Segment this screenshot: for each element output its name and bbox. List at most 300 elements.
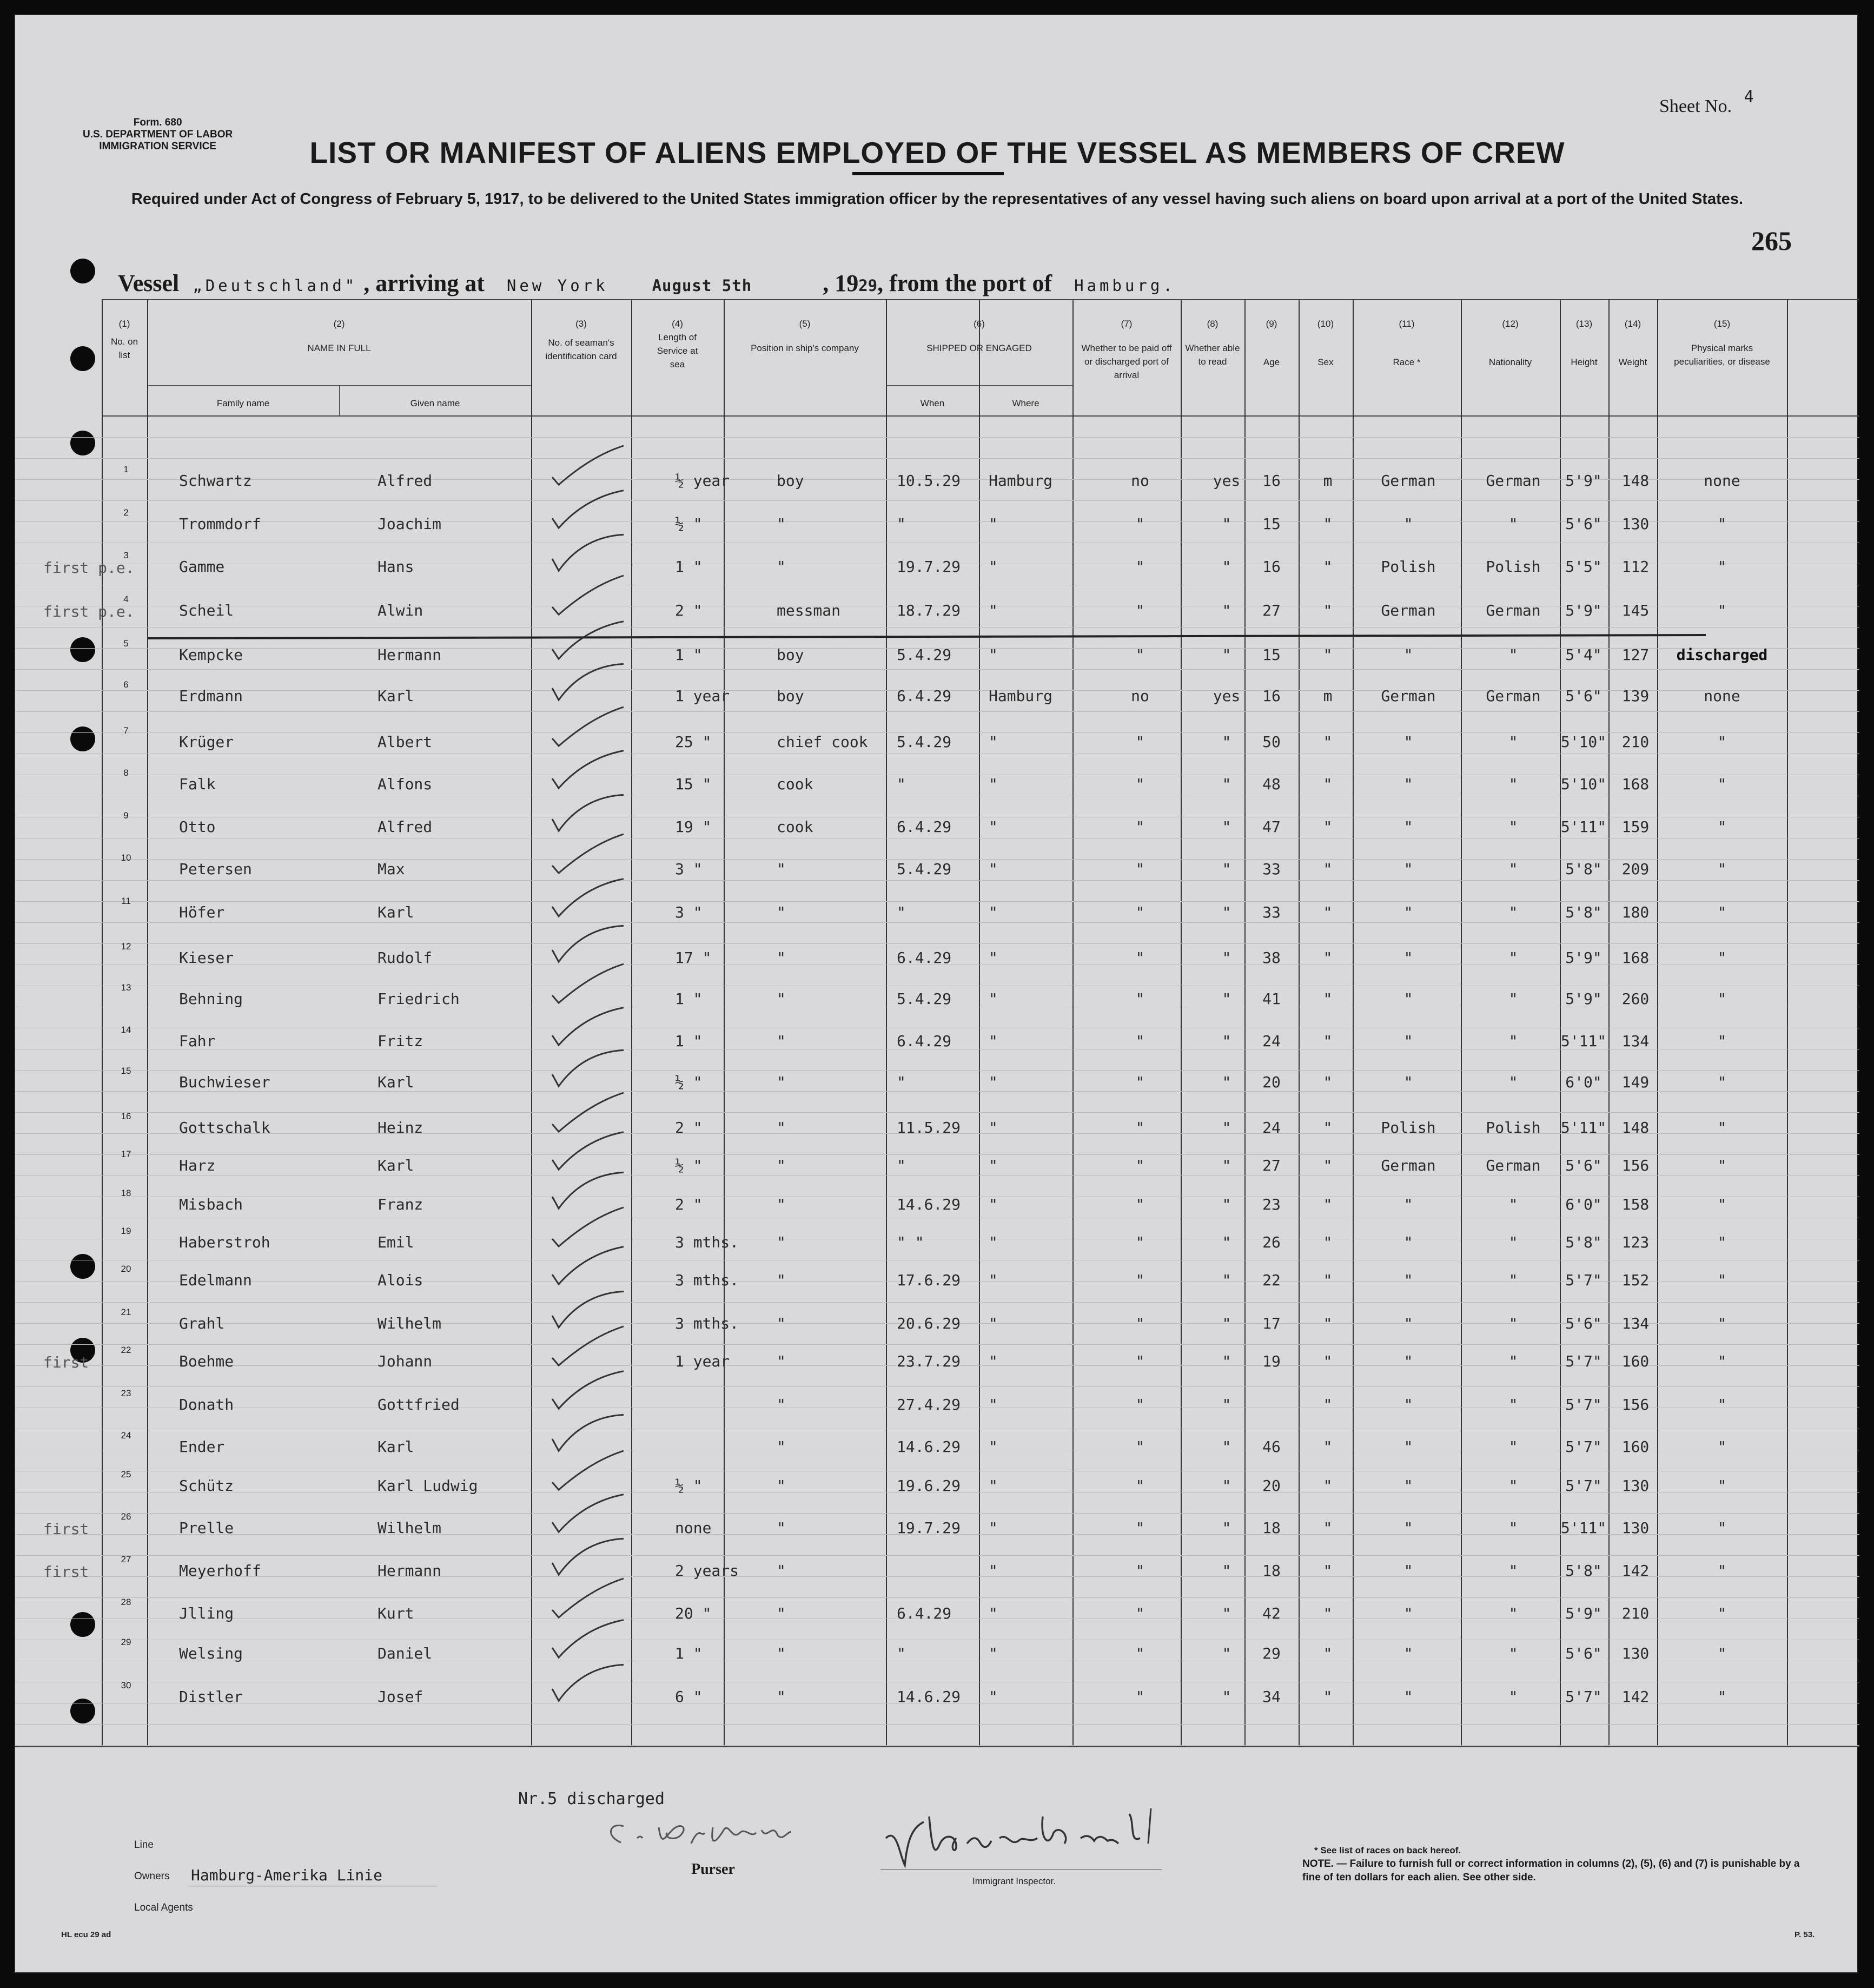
cell-height: 5'11" (1560, 1032, 1607, 1050)
cell-weight: 210 (1621, 733, 1650, 751)
cell-where: " (989, 1519, 998, 1537)
cell-paid: " (1135, 733, 1145, 751)
cell-height: 5'7" (1565, 1477, 1602, 1495)
cell-family: Gottschalk (179, 1119, 270, 1137)
arrival-port: New York (506, 276, 608, 295)
cell-where: " (989, 646, 998, 664)
cell-age: 29 (1262, 1644, 1281, 1662)
cell-where: " (989, 1233, 998, 1251)
cell-where: " (989, 1119, 998, 1137)
cell-nat: " (1508, 775, 1518, 793)
cell-service: 2 years (675, 1562, 739, 1580)
cell-race: " (1403, 1073, 1413, 1091)
punch-hole (70, 1699, 95, 1723)
cell-marks: " (1717, 558, 1727, 576)
race-note: * See list of races on back hereof. (1314, 1845, 1461, 1855)
cell-read: " (1222, 860, 1231, 878)
cell-height: 5'7" (1565, 1352, 1602, 1370)
cell-height: 5'8" (1565, 1562, 1602, 1580)
col-header-id-card: (3) No. of seaman's identification card (545, 319, 617, 361)
cell-marks: " (1717, 1157, 1727, 1174)
cell-given: Franz (378, 1196, 423, 1213)
cell-read: " (1222, 558, 1231, 576)
cell-given: Wilhelm (378, 1315, 442, 1332)
cell-marks: " (1717, 990, 1727, 1008)
col-header-read: (8) Whether able to read (1185, 319, 1240, 367)
check-mark-icon (548, 618, 629, 661)
cell-paid: " (1135, 515, 1145, 533)
cell-sex: " (1323, 558, 1333, 576)
cell-paid: " (1135, 1562, 1145, 1580)
cell-where: " (989, 818, 998, 836)
sheet-no-label: Sheet No. (1659, 96, 1732, 116)
check-mark-icon (548, 1205, 629, 1249)
manifest-sheet (14, 14, 1858, 1973)
cell-age: 20 (1262, 1073, 1281, 1091)
cell-given: Gottfried (378, 1396, 460, 1414)
column-rule (102, 299, 103, 1746)
cell-sex: " (1323, 1477, 1333, 1495)
row-number: 4 (123, 594, 129, 604)
column-rule (1072, 299, 1074, 1746)
column-rule (1244, 299, 1246, 1746)
cell-read: " (1222, 515, 1231, 533)
cell-where: " (989, 733, 998, 751)
cell-service: 1 year (675, 687, 730, 705)
row-number: 12 (121, 941, 131, 952)
cell-height: 5'9" (1565, 990, 1602, 1008)
cell-read: " (1222, 949, 1231, 967)
cell-weight: 130 (1621, 1519, 1650, 1537)
row-gridline (15, 1597, 1859, 1598)
cell-race: " (1403, 733, 1413, 751)
cell-position: " (777, 990, 786, 1008)
cell-where: Hamburg (989, 472, 1053, 490)
cell-weight: 127 (1621, 646, 1650, 664)
cell-position: " (777, 1604, 786, 1622)
cell-service: 6 " (675, 1688, 703, 1706)
check-mark-icon (548, 1004, 629, 1047)
cell-height: 5'9" (1565, 1604, 1602, 1622)
row-number: 28 (121, 1597, 131, 1607)
column-rule (147, 299, 148, 1746)
cell-height: 5'9" (1565, 949, 1602, 967)
cell-sex: " (1323, 602, 1333, 619)
row-number: 5 (123, 638, 129, 649)
cell-service: 19 " (675, 818, 712, 836)
cell-given: Karl (378, 1073, 414, 1091)
cell-height: 5'10" (1560, 775, 1607, 793)
row-gridline (15, 1386, 1859, 1387)
cell-position: " (777, 1315, 786, 1332)
cell-weight: 130 (1621, 515, 1650, 533)
row-gridline (15, 1302, 1859, 1303)
cell-marks: " (1717, 1315, 1727, 1332)
cell-marks: " (1717, 1644, 1727, 1662)
cell-family: Prelle (179, 1519, 234, 1537)
check-mark-icon (548, 444, 629, 487)
check-mark-icon (548, 1045, 629, 1088)
cell-marks: " (1717, 515, 1727, 533)
cell-service: 25 " (675, 733, 712, 751)
cell-paid: " (1135, 1032, 1145, 1050)
cell-nat: " (1508, 733, 1518, 751)
cell-given: Karl Ludwig (378, 1477, 478, 1495)
check-mark-icon (548, 659, 629, 702)
margin-annotation: first p.e. (43, 603, 135, 620)
punch-hole (70, 1254, 95, 1279)
cell-weight: 156 (1621, 1157, 1650, 1174)
cell-where: " (989, 1157, 998, 1174)
cell-height: 5'11" (1560, 818, 1607, 836)
cell-paid: " (1135, 903, 1145, 921)
cell-given: Heinz (378, 1119, 423, 1137)
cell-service: ½ year (675, 472, 730, 490)
cell-age: 26 (1262, 1233, 1281, 1251)
cell-paid: " (1135, 1073, 1145, 1091)
row-number: 9 (123, 810, 129, 821)
cell-nat: " (1508, 1315, 1518, 1332)
cell-nat: " (1508, 818, 1518, 836)
cell-given: Johann (378, 1352, 433, 1370)
cell-height: 5'9" (1565, 472, 1602, 490)
margin-annotation: first (43, 1520, 89, 1538)
cell-when: 6.4.29 (897, 1604, 952, 1622)
cell-race: " (1403, 1604, 1413, 1622)
cell-where: " (989, 1352, 998, 1370)
cell-family: Höfer (179, 903, 225, 921)
cell-sex: " (1323, 818, 1333, 836)
cell-race: German (1381, 472, 1436, 490)
cell-position: " (777, 1073, 786, 1091)
cell-weight: 142 (1621, 1688, 1650, 1706)
cell-height: 5'11" (1560, 1519, 1607, 1537)
cell-height: 5'6" (1565, 1157, 1602, 1174)
cell-marks: " (1717, 1119, 1727, 1137)
form-number: Form. 680 (133, 117, 182, 128)
cell-nat: " (1508, 1352, 1518, 1370)
cell-service: 1 year (675, 1352, 730, 1370)
cell-height: 5'6" (1565, 1315, 1602, 1332)
cell-age: 34 (1262, 1688, 1281, 1706)
from-label: , from the port of (877, 270, 1052, 296)
cell-nat: German (1486, 602, 1541, 619)
cell-read: yes (1213, 472, 1241, 490)
cell-weight: 134 (1621, 1032, 1650, 1050)
cell-where: " (989, 775, 998, 793)
line-label: Line (134, 1839, 154, 1851)
cell-service: 1 " (675, 646, 703, 664)
check-mark-icon (548, 790, 629, 833)
cell-where: " (989, 558, 998, 576)
cell-position: " (777, 1438, 786, 1456)
check-mark-icon (548, 1449, 629, 1492)
cell-paid: " (1135, 775, 1145, 793)
row-gridline (15, 711, 1859, 712)
cell-weight: 159 (1621, 818, 1650, 836)
cell-where: " (989, 1271, 998, 1289)
cell-when: 6.4.29 (897, 1032, 952, 1050)
cell-given: Alfred (378, 818, 433, 836)
cell-read: yes (1213, 687, 1241, 705)
row-gridline (15, 1513, 1859, 1514)
row-gridline (15, 1724, 1859, 1725)
cell-given: Josef (378, 1688, 423, 1706)
cell-when: 23.7.29 (897, 1352, 961, 1370)
cell-paid: " (1135, 1688, 1145, 1706)
row-number: 17 (121, 1149, 131, 1159)
cell-when: " " (897, 1233, 924, 1251)
cell-when: " (897, 903, 906, 921)
cell-marks: " (1717, 949, 1727, 967)
cell-position: " (777, 949, 786, 967)
cell-weight: 152 (1621, 1271, 1650, 1289)
check-mark-icon (548, 1167, 629, 1211)
cell-age: 15 (1262, 646, 1281, 664)
cell-height: 5'7" (1565, 1688, 1602, 1706)
cell-paid: " (1135, 990, 1145, 1008)
row-gridline (15, 437, 1859, 438)
col-header-no: (1) No. on list (110, 319, 138, 360)
cell-nat: " (1508, 903, 1518, 921)
cell-when: 19.6.29 (897, 1477, 961, 1495)
service: IMMIGRATION SERVICE (99, 141, 217, 152)
cell-family: Erdmann (179, 687, 243, 705)
cell-position: " (777, 1157, 786, 1174)
cell-nat: German (1486, 1157, 1541, 1174)
cell-age: 16 (1262, 472, 1281, 490)
cell-service: 3 mths. (675, 1233, 739, 1251)
cell-marks: " (1717, 1604, 1727, 1622)
cell-nat: German (1486, 687, 1541, 705)
cell-sex: " (1323, 1315, 1333, 1332)
cell-when: 19.7.29 (897, 1519, 961, 1537)
cell-when: 6.4.29 (897, 687, 952, 705)
cell-read: " (1222, 602, 1231, 619)
cell-sex: " (1323, 1396, 1333, 1414)
row-number: 2 (123, 507, 129, 518)
cell-height: 5'6" (1565, 687, 1602, 705)
cell-race: German (1381, 1157, 1436, 1174)
penalty-note: NOTE. — Failure to furnish full or correct information in columns (2), (5), (6) and (7) is punishable by a fine of ten dollars for each alien. See other side. (1302, 1858, 1800, 1883)
cell-where: " (989, 1396, 998, 1414)
cell-when: 6.4.29 (897, 818, 952, 836)
cell-height: 5'8" (1565, 903, 1602, 921)
row-gridline (15, 627, 1859, 628)
cell-read: " (1222, 1352, 1231, 1370)
row-number: 21 (121, 1307, 131, 1317)
cell-position: " (777, 1233, 786, 1251)
cell-where: " (989, 515, 998, 533)
cell-paid: " (1135, 1352, 1145, 1370)
cell-age: 17 (1262, 1315, 1281, 1332)
row-number: 16 (121, 1111, 131, 1121)
column-rule (631, 299, 632, 1746)
check-mark-icon (548, 1128, 629, 1172)
cell-weight: 142 (1621, 1562, 1650, 1580)
row-number: 11 (121, 896, 131, 906)
cell-read: " (1222, 1233, 1231, 1251)
cell-weight: 148 (1621, 1119, 1650, 1137)
cell-nat: " (1508, 1233, 1518, 1251)
row-number: 1 (123, 464, 129, 474)
cell-nat: " (1508, 1644, 1518, 1662)
cell-paid: " (1135, 646, 1145, 664)
cell-service: 1 " (675, 990, 703, 1008)
cell-race: " (1403, 818, 1413, 836)
cell-race: " (1403, 903, 1413, 921)
cell-marks: none (1704, 472, 1740, 490)
cell-height: 5'6" (1565, 515, 1602, 533)
cell-paid: no (1131, 687, 1149, 705)
cell-family: Distler (179, 1688, 243, 1706)
cell-where: " (989, 1438, 998, 1456)
cell-read: " (1222, 1688, 1231, 1706)
cell-when: 18.7.29 (897, 602, 961, 619)
cell-service: 20 " (675, 1604, 712, 1622)
cell-height: 5'10" (1560, 733, 1607, 751)
cell-family: Trommdorf (179, 515, 261, 533)
cell-nat: Polish (1486, 1119, 1541, 1137)
cell-where: " (989, 1644, 998, 1662)
cell-marks: " (1717, 1519, 1727, 1537)
sheet-number: 265 (1751, 226, 1792, 256)
cell-nat: " (1508, 1562, 1518, 1580)
cell-read: " (1222, 1315, 1231, 1332)
column-rule (1299, 299, 1300, 1746)
column-rule (979, 299, 980, 1746)
row-number: 25 (121, 1469, 131, 1480)
cell-marks: discharged (1676, 646, 1768, 664)
margin-annotation: first (43, 1563, 89, 1581)
cell-paid: " (1135, 1315, 1145, 1332)
cell-marks: " (1717, 818, 1727, 836)
column-rule (1353, 299, 1354, 1746)
column-rule (724, 299, 725, 1746)
cell-weight: 148 (1621, 472, 1650, 490)
column-rule (1657, 299, 1658, 1746)
col-header-name: (2) NAME IN FULL (307, 319, 371, 353)
cell-age: 18 (1262, 1519, 1281, 1537)
row-number: 3 (123, 550, 129, 560)
cell-when: 5.4.29 (897, 733, 952, 751)
subtitle: Required under Act of Congress of February 5, 1917, to be delivered to the United States immigration officer by the representatives of any vessel having such aliens on board upon arrival at a port of the United States. (131, 190, 1744, 208)
cell-service: 1 " (675, 1644, 703, 1662)
cell-service: none (675, 1519, 712, 1537)
row-gridline (15, 1112, 1859, 1113)
cell-nat: " (1508, 515, 1518, 533)
check-mark-icon (548, 832, 629, 875)
cell-marks: " (1717, 860, 1727, 878)
col-header-age: (9) Age (1263, 319, 1280, 367)
cell-height: 5'7" (1565, 1271, 1602, 1289)
cell-when: 5.4.29 (897, 646, 952, 664)
cell-paid: " (1135, 1233, 1145, 1251)
department: U.S. DEPARTMENT OF LABOR (83, 129, 233, 140)
cell-paid: " (1135, 949, 1145, 967)
cell-given: Wilhelm (378, 1519, 442, 1537)
cell-height: 5'11" (1560, 1119, 1607, 1137)
cell-weight: 168 (1621, 949, 1650, 967)
check-mark-icon (548, 487, 629, 530)
col-header-nationality: (12) Nationality (1488, 319, 1532, 367)
cell-when: 5.4.29 (897, 860, 952, 878)
cell-when: 5.4.29 (897, 990, 952, 1008)
row-number: 30 (121, 1680, 131, 1690)
column-rule (886, 299, 887, 1746)
row-gridline (15, 922, 1859, 923)
cell-height: 5'7" (1565, 1438, 1602, 1456)
col-subheader-given: Given name (410, 398, 460, 408)
column-rule (1181, 299, 1182, 1746)
cell-read: " (1222, 1032, 1231, 1050)
cell-where: " (989, 1032, 998, 1050)
cell-service: ½ " (675, 1157, 703, 1174)
cell-paid: " (1135, 1396, 1145, 1414)
cell-age: 22 (1262, 1271, 1281, 1289)
cell-race: " (1403, 1233, 1413, 1251)
check-mark-icon (548, 1286, 629, 1330)
cell-family: Petersen (179, 860, 252, 878)
cell-marks: " (1717, 1233, 1727, 1251)
cell-family: Misbach (179, 1196, 243, 1213)
cell-nat: " (1508, 860, 1518, 878)
cell-read: " (1222, 1196, 1231, 1213)
cell-height: 5'6" (1565, 1644, 1602, 1662)
cell-where: " (989, 602, 998, 619)
cell-race: " (1403, 949, 1413, 967)
cell-nat: " (1508, 1688, 1518, 1706)
cell-sex: m (1323, 687, 1333, 705)
cell-sex: " (1323, 949, 1333, 967)
check-mark-icon (548, 921, 629, 964)
cell-sex: " (1323, 1438, 1333, 1456)
cell-sex: " (1323, 1032, 1333, 1050)
cell-when: " (897, 1644, 906, 1662)
cell-family: Falk (179, 775, 216, 793)
cell-weight: 130 (1621, 1644, 1650, 1662)
cell-sex: " (1323, 990, 1333, 1008)
col-header-shipped: (6) SHIPPED OR ENGAGED (926, 319, 1032, 353)
cell-given: Hans (378, 558, 414, 576)
cell-position: " (777, 1271, 786, 1289)
purser-label: Purser (691, 1861, 735, 1878)
cell-when: 14.6.29 (897, 1688, 961, 1706)
punch-hole (70, 259, 95, 283)
cell-sex: " (1323, 1688, 1333, 1706)
row-number: 20 (121, 1264, 131, 1274)
cell-paid: " (1135, 860, 1145, 878)
cell-weight: 123 (1621, 1233, 1650, 1251)
cell-when: " (897, 515, 906, 533)
cell-nat: " (1508, 1032, 1518, 1050)
check-mark-icon (548, 747, 629, 790)
cell-nat: " (1508, 1438, 1518, 1456)
cell-race: " (1403, 1315, 1413, 1332)
page-code: P. 53. (1794, 1930, 1815, 1939)
cell-race: " (1403, 860, 1413, 878)
cell-where: " (989, 990, 998, 1008)
check-mark-icon (548, 1243, 629, 1286)
owners-value: Hamburg-Amerika Linie (191, 1866, 383, 1884)
cell-weight: 156 (1621, 1396, 1650, 1414)
cell-weight: 149 (1621, 1073, 1650, 1091)
cell-service: 2 " (675, 1196, 703, 1213)
cell-position: " (777, 1352, 786, 1370)
cell-sex: " (1323, 1233, 1333, 1251)
cell-family: Buchwieser (179, 1073, 270, 1091)
cell-race: Polish (1381, 558, 1436, 576)
